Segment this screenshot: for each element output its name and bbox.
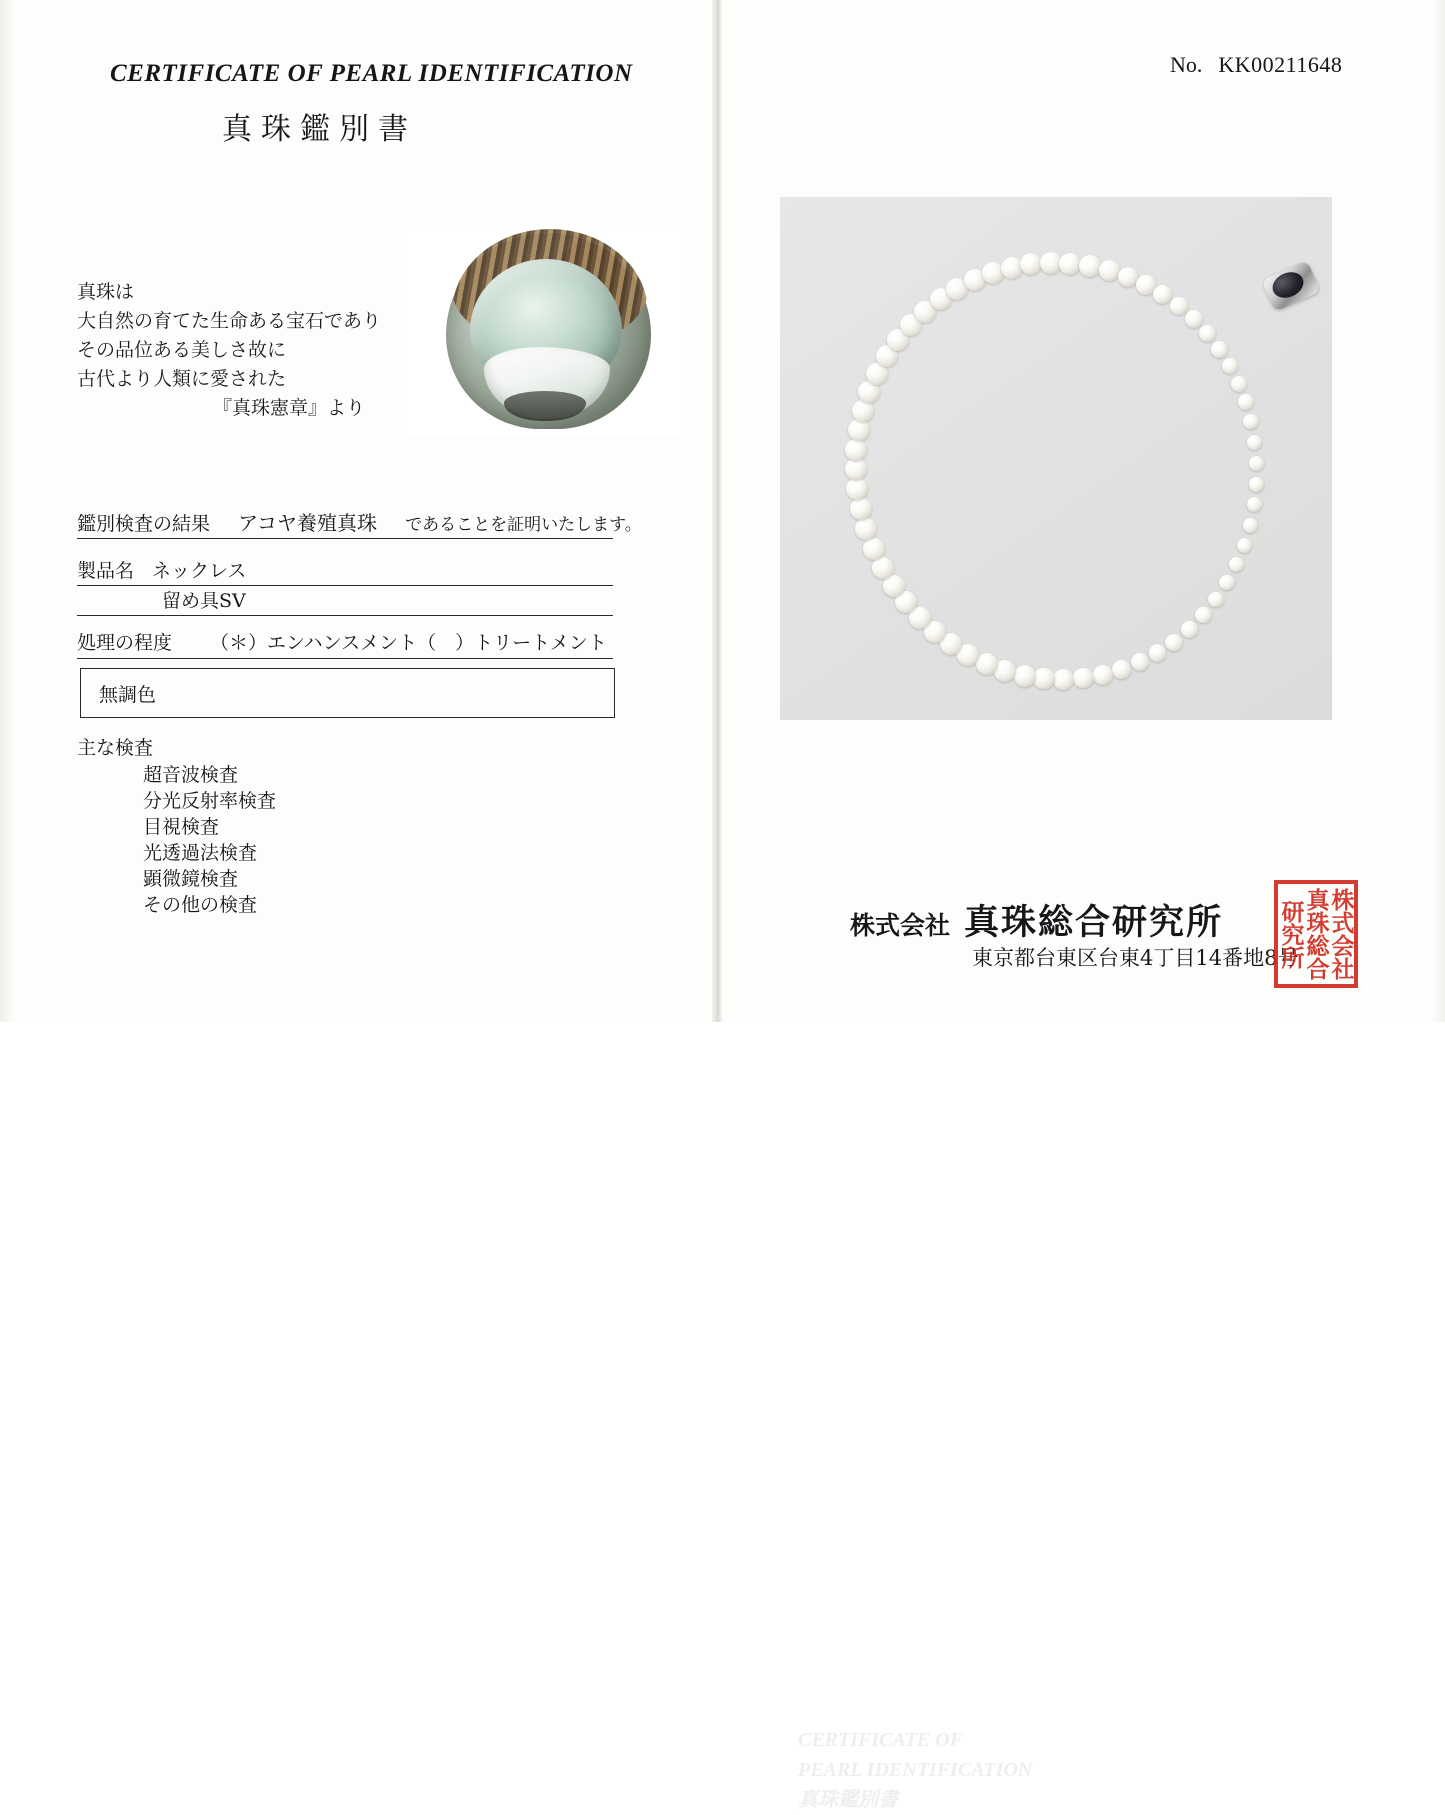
pearl-bead	[1249, 477, 1264, 492]
identification-result-value: アコヤ養殖真珠	[238, 511, 378, 535]
list-item: 目視検査	[143, 816, 220, 838]
certificate-number-value: KK00211648	[1218, 52, 1343, 77]
identification-result-tail: であることを証明いたします。	[405, 515, 642, 535]
clasp-material-value: 留め具SV	[162, 590, 246, 612]
pearl-bead	[1237, 538, 1252, 553]
list-item: 分光反射率検査	[143, 790, 277, 812]
pearl-bead	[846, 478, 868, 500]
treatment-note-box	[80, 668, 615, 718]
pearl-bead	[852, 400, 874, 422]
pearl-bead	[1222, 358, 1238, 374]
pearl-charter-poem	[77, 278, 381, 423]
treatment-options: （＊）エンハンスメント（ ）トリートメント	[210, 632, 607, 654]
pearl-bead	[1118, 267, 1138, 287]
pearl-bead	[1131, 653, 1149, 671]
pearl-bead	[1079, 255, 1101, 277]
pearl-bead	[1170, 297, 1188, 315]
examinations-list	[143, 762, 276, 918]
issuer-seal-stamp	[1274, 880, 1358, 988]
issuer-footer	[722, 880, 1445, 1811]
watermark-text	[798, 1725, 1032, 1815]
examinations-title: 主な検査	[77, 737, 154, 759]
list-item: 超音波検査	[143, 764, 239, 786]
issuer-company-prefix: 株式会社	[850, 911, 951, 940]
pearl-bead	[994, 660, 1016, 682]
pearl-bead	[1249, 456, 1264, 471]
pearl-bead	[850, 498, 872, 520]
treatment-label: 処理の程度	[77, 632, 173, 654]
pearl-bead	[1165, 634, 1182, 651]
pearl-bead	[1014, 665, 1036, 687]
product-name-label: 製品名	[77, 560, 135, 582]
pearl-bead	[1073, 668, 1093, 688]
pearl-bead	[1243, 518, 1258, 533]
pearl-bead	[1229, 557, 1244, 572]
pearl-bead	[1181, 621, 1198, 638]
seal-column-3: 研究所	[1277, 899, 1305, 969]
pearl-bead	[1208, 592, 1224, 608]
right-panel	[722, 0, 1445, 1811]
page-title-english: CERTIFICATE OF PEARL IDENTIFICATION	[110, 60, 633, 87]
pearl-bead	[1243, 414, 1258, 429]
treatment-note-value: 無調色	[99, 684, 157, 706]
pearl-bead	[1153, 285, 1172, 304]
pearl-bead	[1099, 260, 1120, 281]
pearl-bead	[1199, 325, 1216, 342]
pearl-bead	[1231, 376, 1247, 392]
pearl-bead	[1053, 669, 1074, 690]
pearl-bead	[1112, 660, 1131, 679]
pearl-bead	[872, 557, 894, 579]
issuer-address: 東京都台東区台東4丁目14番地8号	[972, 946, 1299, 970]
seal-column-2: 真珠総合	[1302, 888, 1330, 980]
poem-line-2: 大自然の育てた生命ある宝石であり	[77, 310, 382, 332]
rule-clasp	[77, 615, 613, 616]
pearl-bead	[845, 439, 867, 461]
pearl-bead	[1211, 341, 1228, 358]
pearl-bead	[1020, 253, 1042, 275]
certificate-number-label: No.	[1170, 52, 1203, 77]
poem-line-3: その品位ある美しさ故に	[77, 339, 287, 361]
identification-result-label: 鑑別検査の結果	[77, 513, 211, 535]
product-name-value: ネックレス	[152, 560, 247, 582]
issuer-company	[850, 895, 1223, 945]
pearl-bead	[1238, 394, 1254, 410]
pearl-bead	[1185, 310, 1203, 328]
seal-column-1: 株式会社	[1327, 888, 1355, 980]
watermark-line-3: 真珠鑑別書	[798, 1789, 898, 1811]
pearl-necklace-photo	[780, 197, 1332, 720]
left-panel	[0, 0, 712, 1022]
rule-result	[77, 538, 613, 539]
certificate-number	[1170, 52, 1342, 78]
pearl-bead	[1149, 644, 1167, 662]
rule-treatment	[77, 658, 613, 659]
poem-line-4: 古代より人類に愛された	[77, 368, 287, 390]
watermark-line-1: CERTIFICATE OF	[798, 1729, 964, 1751]
pearl-bead	[845, 458, 867, 480]
pearl-bead	[855, 518, 877, 540]
akoya-shell-photo	[408, 225, 686, 437]
list-item: その他の検査	[143, 894, 258, 916]
page-title-japanese: 真珠鑑別書	[222, 112, 417, 147]
pearl-bead	[1033, 668, 1055, 690]
pearl-bead	[1247, 497, 1262, 512]
list-item: 光透過法検査	[143, 842, 258, 864]
pearl-bead	[1219, 575, 1235, 591]
issuer-company-name: 真珠総合研究所	[964, 902, 1224, 943]
pearl-bead	[1195, 607, 1211, 623]
poem-source: 『真珠憲章』より	[213, 397, 366, 419]
pearl-bead	[1093, 665, 1113, 685]
identification-result-row	[77, 507, 642, 536]
pearl-bead	[1247, 435, 1262, 450]
pearl-bead	[848, 419, 870, 441]
pearl-bead	[863, 538, 885, 560]
rule-product	[77, 585, 613, 586]
list-item: 顕微鏡検査	[143, 868, 239, 890]
poem-line-1: 真珠は	[77, 281, 135, 303]
watermark-line-2: PEARL IDENTIFICATION	[798, 1759, 1033, 1781]
page-fold	[712, 0, 722, 1022]
